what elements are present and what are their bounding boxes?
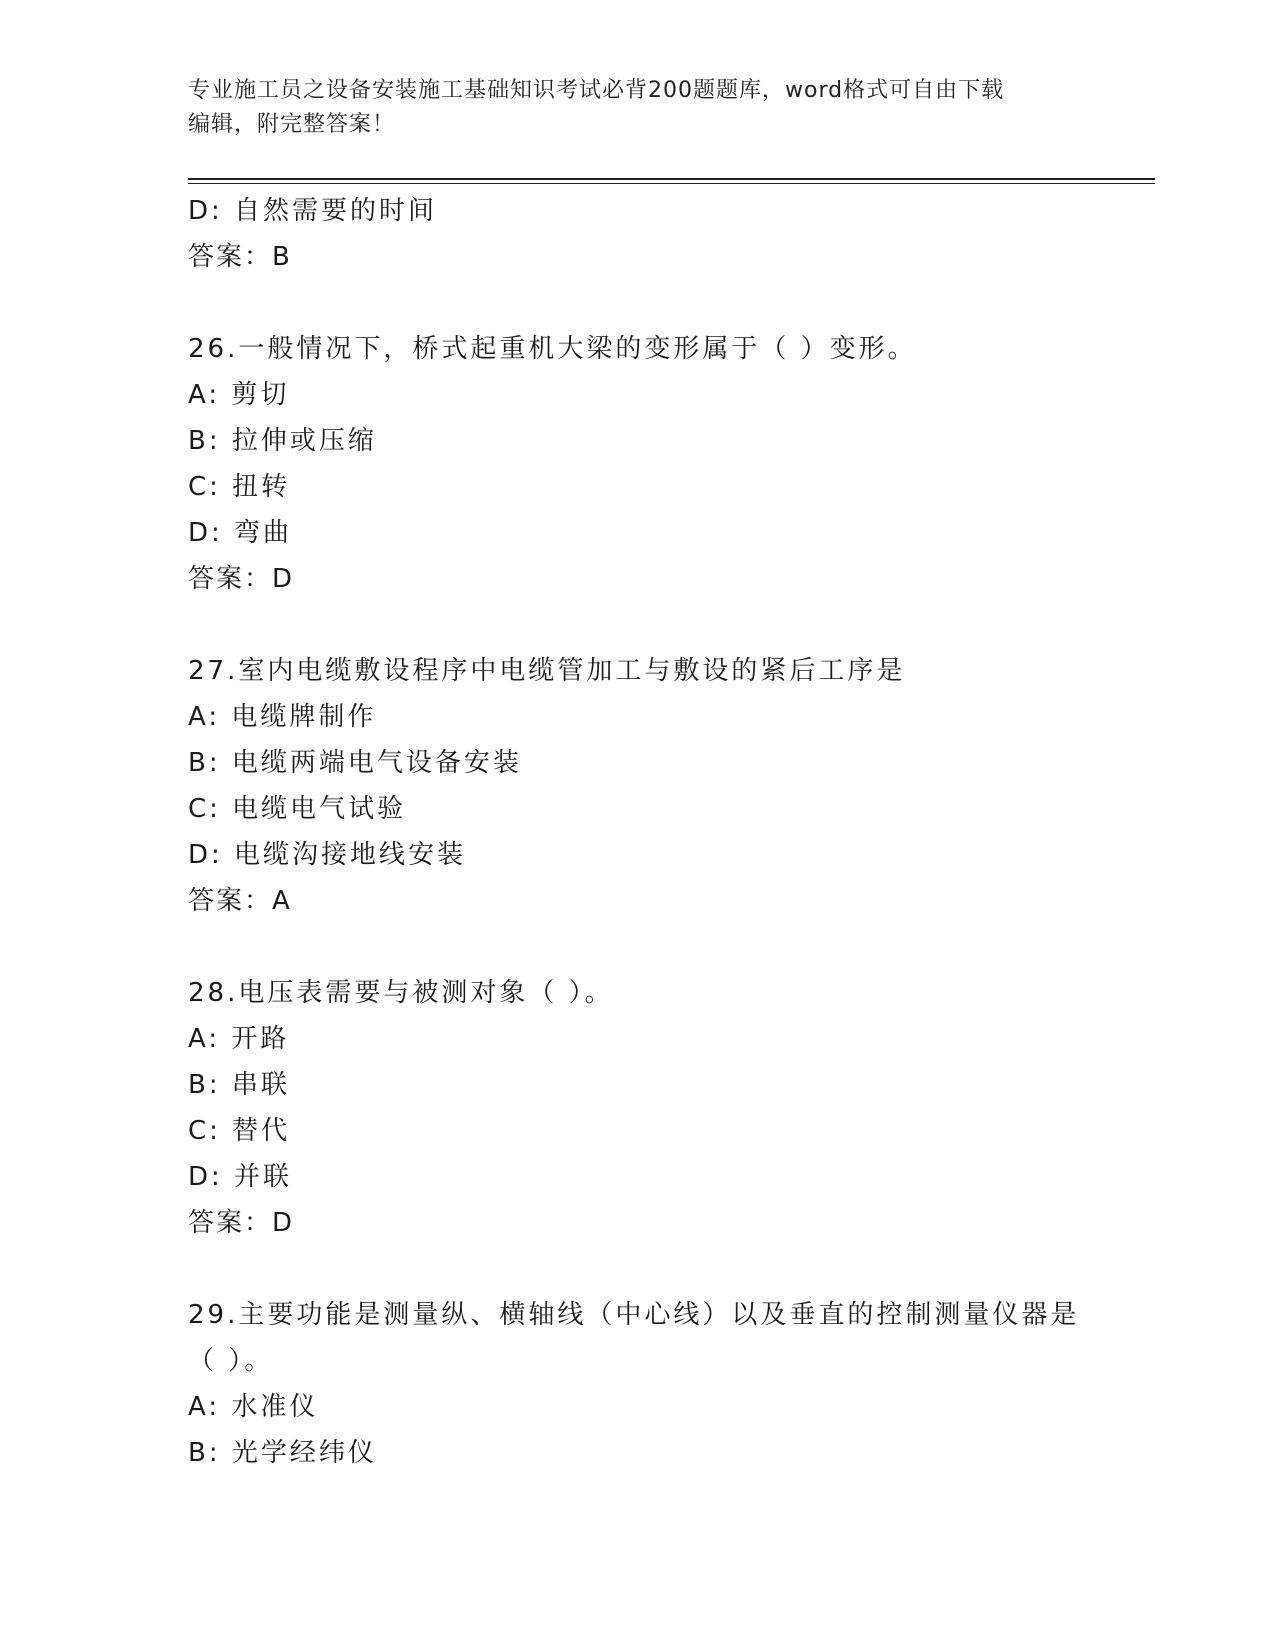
header-divider-thin [188,183,1155,184]
question-stem: 27.室内电缆敷设程序中电缆管加工与敷设的紧后工序是 [188,656,906,686]
option-c: C: 电缆电气试验 [188,794,407,824]
option-b: B: 电缆两端电气设备安装 [188,748,522,778]
answer-line: 答案：D [188,564,295,594]
option-b: B: 拉伸或压缩 [188,426,377,456]
header-title-line-1: 专业施工员之设备安装施工基础知识考试必背200题题库，word格式可自由下载 [188,78,1005,103]
header-divider-thick [188,178,1155,180]
spacer [188,280,1148,326]
question-25-tail [188,188,1148,280]
question-29 [188,1292,1148,1476]
option-a: A: 剪切 [188,380,290,410]
option-c: C: 替代 [188,1116,291,1146]
option-a: A: 水准仪 [188,1392,319,1422]
option-d: D: 弯曲 [188,518,293,548]
question-list [188,188,1148,1476]
question-26 [188,326,1148,602]
option-d: D: 并联 [188,1162,293,1192]
option-d: D: 自然需要的时间 [188,196,438,226]
question-28 [188,970,1148,1246]
option-b: B: 光学经纬仪 [188,1438,377,1468]
question-27 [188,648,1148,924]
document-header [188,74,1068,142]
header-title-line-2: 编辑，附完整答案！ [188,112,396,137]
question-stem: 28.电压表需要与被测对象（ ）。 [188,978,614,1008]
option-a: A: 电缆牌制作 [188,702,377,732]
question-stem: 26.一般情况下，桥式起重机大梁的变形属于（ ）变形。 [188,334,917,364]
option-d: D: 电缆沟接地线安装 [188,840,467,870]
spacer [188,602,1148,648]
option-c: C: 扭转 [188,472,291,502]
option-b: B: 串联 [188,1070,290,1100]
option-a: A: 开路 [188,1024,290,1054]
answer-line: 答案：B [188,242,292,272]
question-stem-line-1: 29.主要功能是测量纵、横轴线（中心线）以及垂直的控制测量仪器是 [188,1300,1080,1330]
spacer [188,1246,1148,1292]
question-stem-line-2: （ ）。 [188,1346,274,1376]
answer-line: 答案：D [188,1208,295,1238]
answer-line: 答案：A [188,886,292,916]
spacer [188,924,1148,970]
